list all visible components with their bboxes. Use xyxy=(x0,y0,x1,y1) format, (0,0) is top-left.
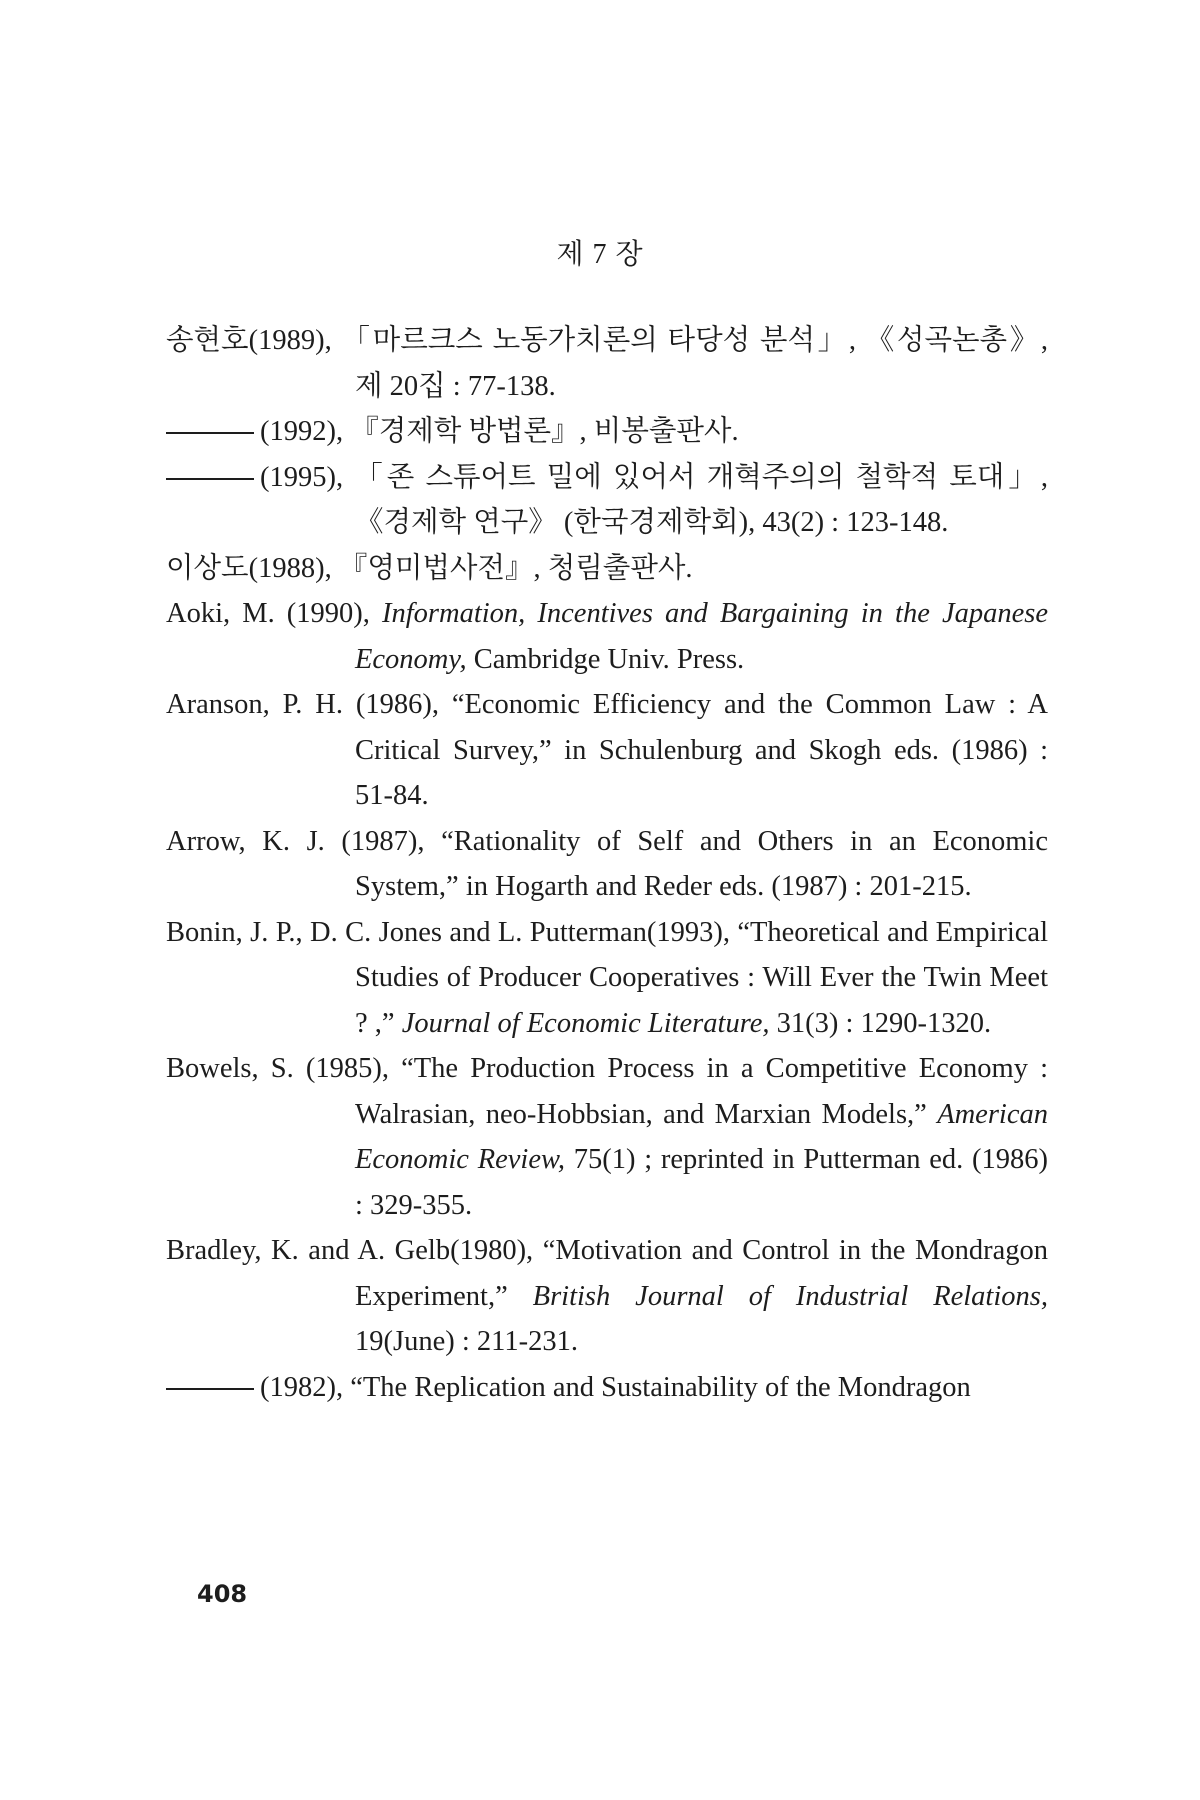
running-head: 제 7 장 xyxy=(556,239,644,270)
reference-entry xyxy=(166,910,1048,1047)
same-author-dash xyxy=(166,478,254,480)
reference-text: Aoki, M. (1990), xyxy=(166,598,383,629)
page-number: 408 xyxy=(197,1580,248,1608)
reference-text: (1995), 「존 스튜어트 밀에 있어서 개혁주의의 철학적 토대」, 《경제학 연구》 (한국경제학회), 43(2) : 123-148. xyxy=(260,461,1048,538)
reference-text: 송현호(1989), 「마르크스 노동가치론의 타당성 분석」, 《성곡논총》, 제 20집 : 77-138. xyxy=(166,325,1048,402)
reference-entry xyxy=(166,1046,1048,1228)
reference-entry xyxy=(166,1228,1048,1365)
reference-text: Aranson, P. H. (1986), “Economic Efficiency and the Common Law : A Critical Survey,” in Schulenburg and Skogh eds. (1986) : 51-84. xyxy=(166,689,1048,811)
reference-entry xyxy=(166,409,1048,455)
reference-entry xyxy=(166,591,1048,682)
reference-entry xyxy=(166,455,1048,546)
reference-title-italic: Information, Incentives and Bargaining in the Japanese Economy, xyxy=(355,598,1048,675)
reference-text: 31(3) : 1290-1320. xyxy=(769,1007,992,1039)
reference-text: 19(June) : 211-231. xyxy=(355,1326,578,1357)
reference-entry xyxy=(166,318,1048,409)
reference-text: 75(1) ; reprinted in Putterman ed. (1986) : 329-355. xyxy=(355,1144,1048,1221)
reference-text: Bradley, K. and A. Gelb(1980), “Motivation and Control in the Mondragon Experiment,” xyxy=(166,1235,1048,1312)
reference-text: Bonin, J. P., D. C. Jones and L. Putterman(1993), “Theoretical and Empirical Studies of Producer Cooperatives : Will Ever the Twin Meet ? ,” xyxy=(166,916,1048,1039)
same-author-dash xyxy=(166,432,254,434)
reference-text: (1992), 『경제학 방법론』, 비봉출판사. xyxy=(260,416,739,447)
reference-entry xyxy=(166,1365,1048,1411)
reference-entry xyxy=(166,546,1048,592)
reference-title-italic: British Journal of Industrial Relations, xyxy=(532,1280,1048,1312)
reference-title-italic: American Economic Review, xyxy=(355,1098,1048,1175)
reference-list xyxy=(166,318,1048,1410)
reference-text: Bowels, S. (1985), “The Production Process in a Competitive Economy : Walrasian, neo-Hobbsian, and Marxian Models,” xyxy=(166,1053,1048,1130)
reference-text: (1982), “The Replication and Sustainability of the Mondragon xyxy=(260,1371,971,1403)
reference-title-italic: Journal of Economic Literature, xyxy=(401,1007,770,1039)
reference-text: 이상도(1988), 『영미법사전』, 청림출판사. xyxy=(166,552,693,584)
reference-entry xyxy=(166,819,1048,910)
reference-text: Cambridge Univ. Press. xyxy=(466,643,745,675)
reference-text: Arrow, K. J. (1987), “Rationality of Self and Others in an Economic System,” in Hogarth and Reder eds. (1987) : 201-215. xyxy=(166,825,1048,902)
same-author-dash xyxy=(166,1388,254,1390)
reference-entry xyxy=(166,682,1048,819)
